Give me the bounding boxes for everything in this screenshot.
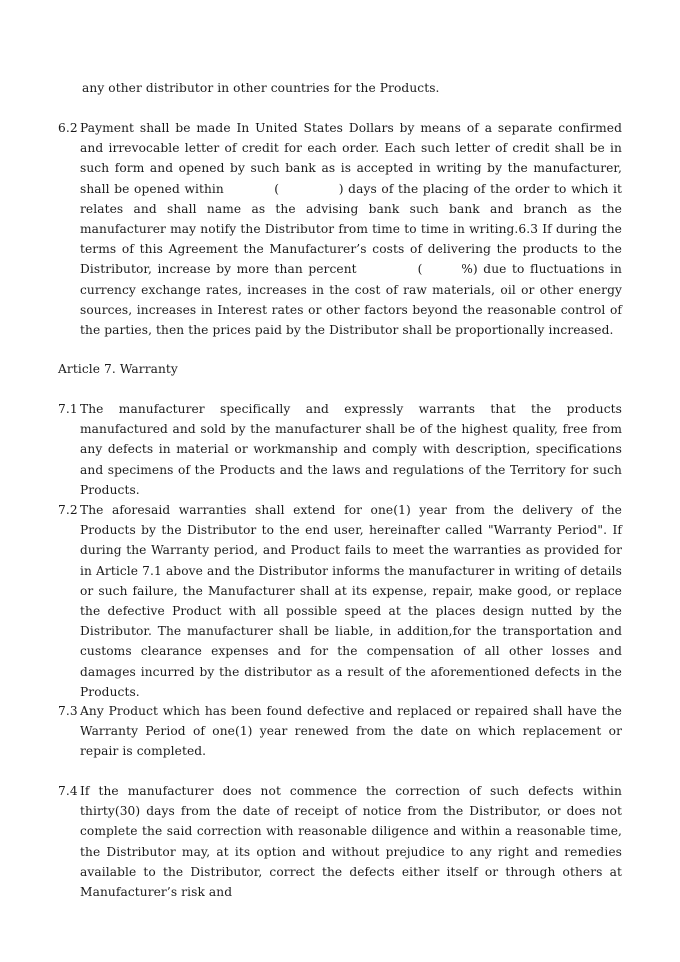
clause-text: If the manufacturer does not commence the correction of such defects within thirty(30) days from the date of receipt of notice from the Distributor, or does not complete the said correction with reasonable diligence and within a reasonable time, the Distributor may, at its option and without prejudice to any right and remedies available to the Distributor, correct the defects either itself or through others at Manufacturer’s risk and	[80, 784, 622, 900]
continuation-line	[58, 78, 646, 98]
clause-7-3	[58, 701, 622, 762]
clause-7-4	[58, 781, 622, 902]
article-7-heading: Article 7. Warranty	[58, 362, 178, 376]
clause-number: 7.4	[58, 784, 78, 798]
clause-number: 7.1	[58, 402, 78, 416]
clause-text: The manufacturer specifically and expressly warrants that the products manufactured and sold by the manufacturer shall be of the highest quality, free from any defects in material or workmanship and comply with description, specifications and specimens of the Products and the laws and regulations of the Territory for such Products.	[80, 402, 622, 497]
clause-text: The aforesaid warranties shall extend for one(1) year from the delivery of the Products by the Distributor to the end user, hereinafter called "Warranty Period". If during the Warranty period, and Product fails to meet the warranties as provided for in Article 7.1 above and the Distributor informs the manufacturer in writing of details or such failure, the Manufacturer shall at its expense, repair, make good, or replace the defective Product with all possible speed at the places design nutted by the Distributor. The manufacturer shall be liable, in addition,for the transportation and customs clearance expenses and for the compensation of all other losses and damages incurred by the distributor as a result of the aforementioned defects in the Products.	[80, 503, 622, 699]
clause-text: Payment shall be made In United States Dollars by means of a separate confirmed and irrevocable letter of credit for each order. Each such letter of credit shall be in such form and opened by such bank as is accepted in writing by the manufacturer, shall be opened within ( ) days of the placing of the order to which it relates and shall name as the advising bank such bank and branch as the manufacturer may notify the Distributor from time to time in writing.6.3 If during the terms of this Agreement the Manufacturer’s costs of delivering the products to the Distributor, increase by more than percent ( %) due to fluctuations in currency exchange rates, increases in the cost of raw materials, oil or other energy sources, increases in Interest rates or other factors beyond the reasonable control of the parties, then the prices paid by the Distributor shall be proportionally increased.	[80, 121, 626, 338]
clause-number: 7.2	[58, 503, 78, 517]
clause-number: 6.2	[58, 121, 78, 135]
clause-number: 7.3	[58, 704, 78, 718]
continuation-text: any other distributor in other countries for the Products.	[82, 81, 440, 95]
clause-6-2	[58, 118, 626, 340]
clause-7-1	[58, 399, 622, 500]
clause-7-2	[58, 500, 622, 702]
clause-text: Any Product which has been found defective and replaced or repaired shall have the Warranty Period of one(1) year renewed from the date on which replacement or repair is completed.	[80, 704, 622, 759]
